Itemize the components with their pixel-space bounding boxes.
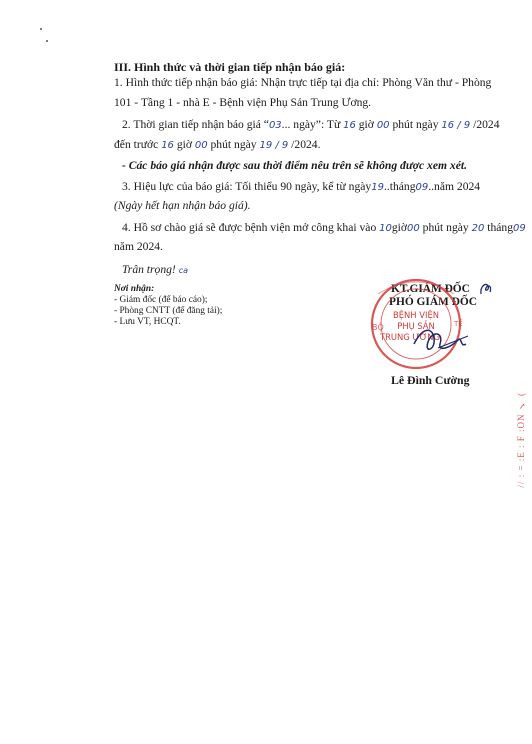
days-handwritten: 03 — [268, 120, 282, 131]
handwritten-signature-icon — [410, 318, 470, 362]
open-hour-handwritten: 10 — [379, 223, 392, 234]
recipients-title: Nơi nhận: — [114, 284, 155, 294]
svg-text:BỘ: BỘ — [372, 323, 384, 332]
item2-text: giờ — [355, 118, 377, 131]
item2-text: đến trước — [114, 138, 162, 151]
to-hour-handwritten: 16 — [161, 140, 174, 151]
section-heading: III. Hình thức và thời gian tiếp nhận báo giá: — [114, 60, 346, 74]
item2-line1 — [122, 118, 500, 133]
item2-line2 — [114, 138, 321, 153]
to-minute-handwritten: 00 — [194, 140, 208, 151]
stamp-line: PHỤ SẢN — [397, 321, 435, 331]
margin-note: // : = :E : F :ON ✓ ( — [516, 392, 526, 488]
item3-text: 3. Hiệu lực của báo giá: Tối thiểu 90 ngày, kể từ ngày — [122, 180, 372, 193]
item2-prefix: 2. Thời gian tiếp nhận báo giá “ — [122, 118, 269, 131]
from-date-handwritten: 16 / 9 — [441, 120, 471, 131]
open-day-handwritten: 20 — [471, 223, 485, 234]
recipient-item: - Lưu VT, HCQT. — [114, 317, 181, 327]
validity-day-handwritten: 19 — [371, 182, 384, 193]
item3-line1 — [122, 180, 480, 195]
scan-speck — [40, 28, 42, 30]
deadline-note: - Các báo giá nhận được sau thời điểm nêu trên sẽ không được xem xét. — [122, 159, 467, 172]
stamp-line: TRUNG ƯƠNG — [379, 332, 441, 342]
closing-label: Trân trọng! — [122, 263, 176, 276]
item2-text: giờ — [173, 138, 195, 151]
item4-text: 4. Hồ sơ chào giá sẽ được bệnh viện mở công khai vào — [122, 221, 380, 234]
validity-month-handwritten: 09 — [415, 182, 429, 193]
to-date-handwritten: 19 / 9 — [259, 140, 289, 151]
item3-text: ..năm 2024 — [428, 180, 481, 193]
scan-speck — [46, 40, 48, 42]
signer-name: Lê Đình Cường — [391, 373, 470, 387]
item4-text: giờ — [391, 221, 408, 234]
item3-line2: (Ngày hết hạn nhận báo giá). — [114, 199, 251, 212]
signature-role: PHÓ GIÁM ĐỐC — [389, 296, 477, 308]
item2-text: /2024 — [470, 118, 500, 131]
from-minute-handwritten: 00 — [376, 120, 390, 131]
item2-mid: ... ngày”: Từ — [281, 118, 344, 131]
open-minute-handwritten: 00 — [407, 223, 420, 234]
closing-initials-handwritten: ca — [178, 266, 189, 275]
item4-line2: năm 2024. — [114, 240, 163, 253]
initial-mark-icon — [478, 280, 494, 298]
item1-line1: 1. Hình thức tiếp nhận báo giá: Nhận trực tiếp tại địa chỉ: Phòng Văn thư - Phòng — [114, 76, 492, 89]
stamp-line: BỆNH VIỆN — [392, 310, 440, 320]
item4-line1 — [122, 221, 526, 236]
svg-text:TẾ: TẾ — [454, 320, 463, 328]
item2-text: /2024. — [288, 138, 321, 151]
item4-text: tháng — [484, 221, 513, 234]
open-month-handwritten: 09 — [513, 223, 526, 234]
signature-kt-title: KT.GIÁM ĐỐC — [391, 283, 470, 295]
item4-text: phút ngày — [419, 221, 472, 234]
item3-text: ..tháng — [383, 180, 416, 193]
recipient-item: - Giám đốc (để báo cáo); — [114, 295, 208, 305]
from-hour-handwritten: 16 — [343, 120, 356, 131]
recipient-item: - Phòng CNTT (để đăng tải); — [114, 306, 223, 316]
item2-text: phút ngày — [207, 138, 260, 151]
item1-line2: 101 - Tầng 1 - nhà E - Bệnh viện Phụ Sản Trung Ương. — [114, 96, 372, 109]
item2-text: phút ngày — [389, 118, 442, 131]
closing-text — [122, 263, 188, 278]
